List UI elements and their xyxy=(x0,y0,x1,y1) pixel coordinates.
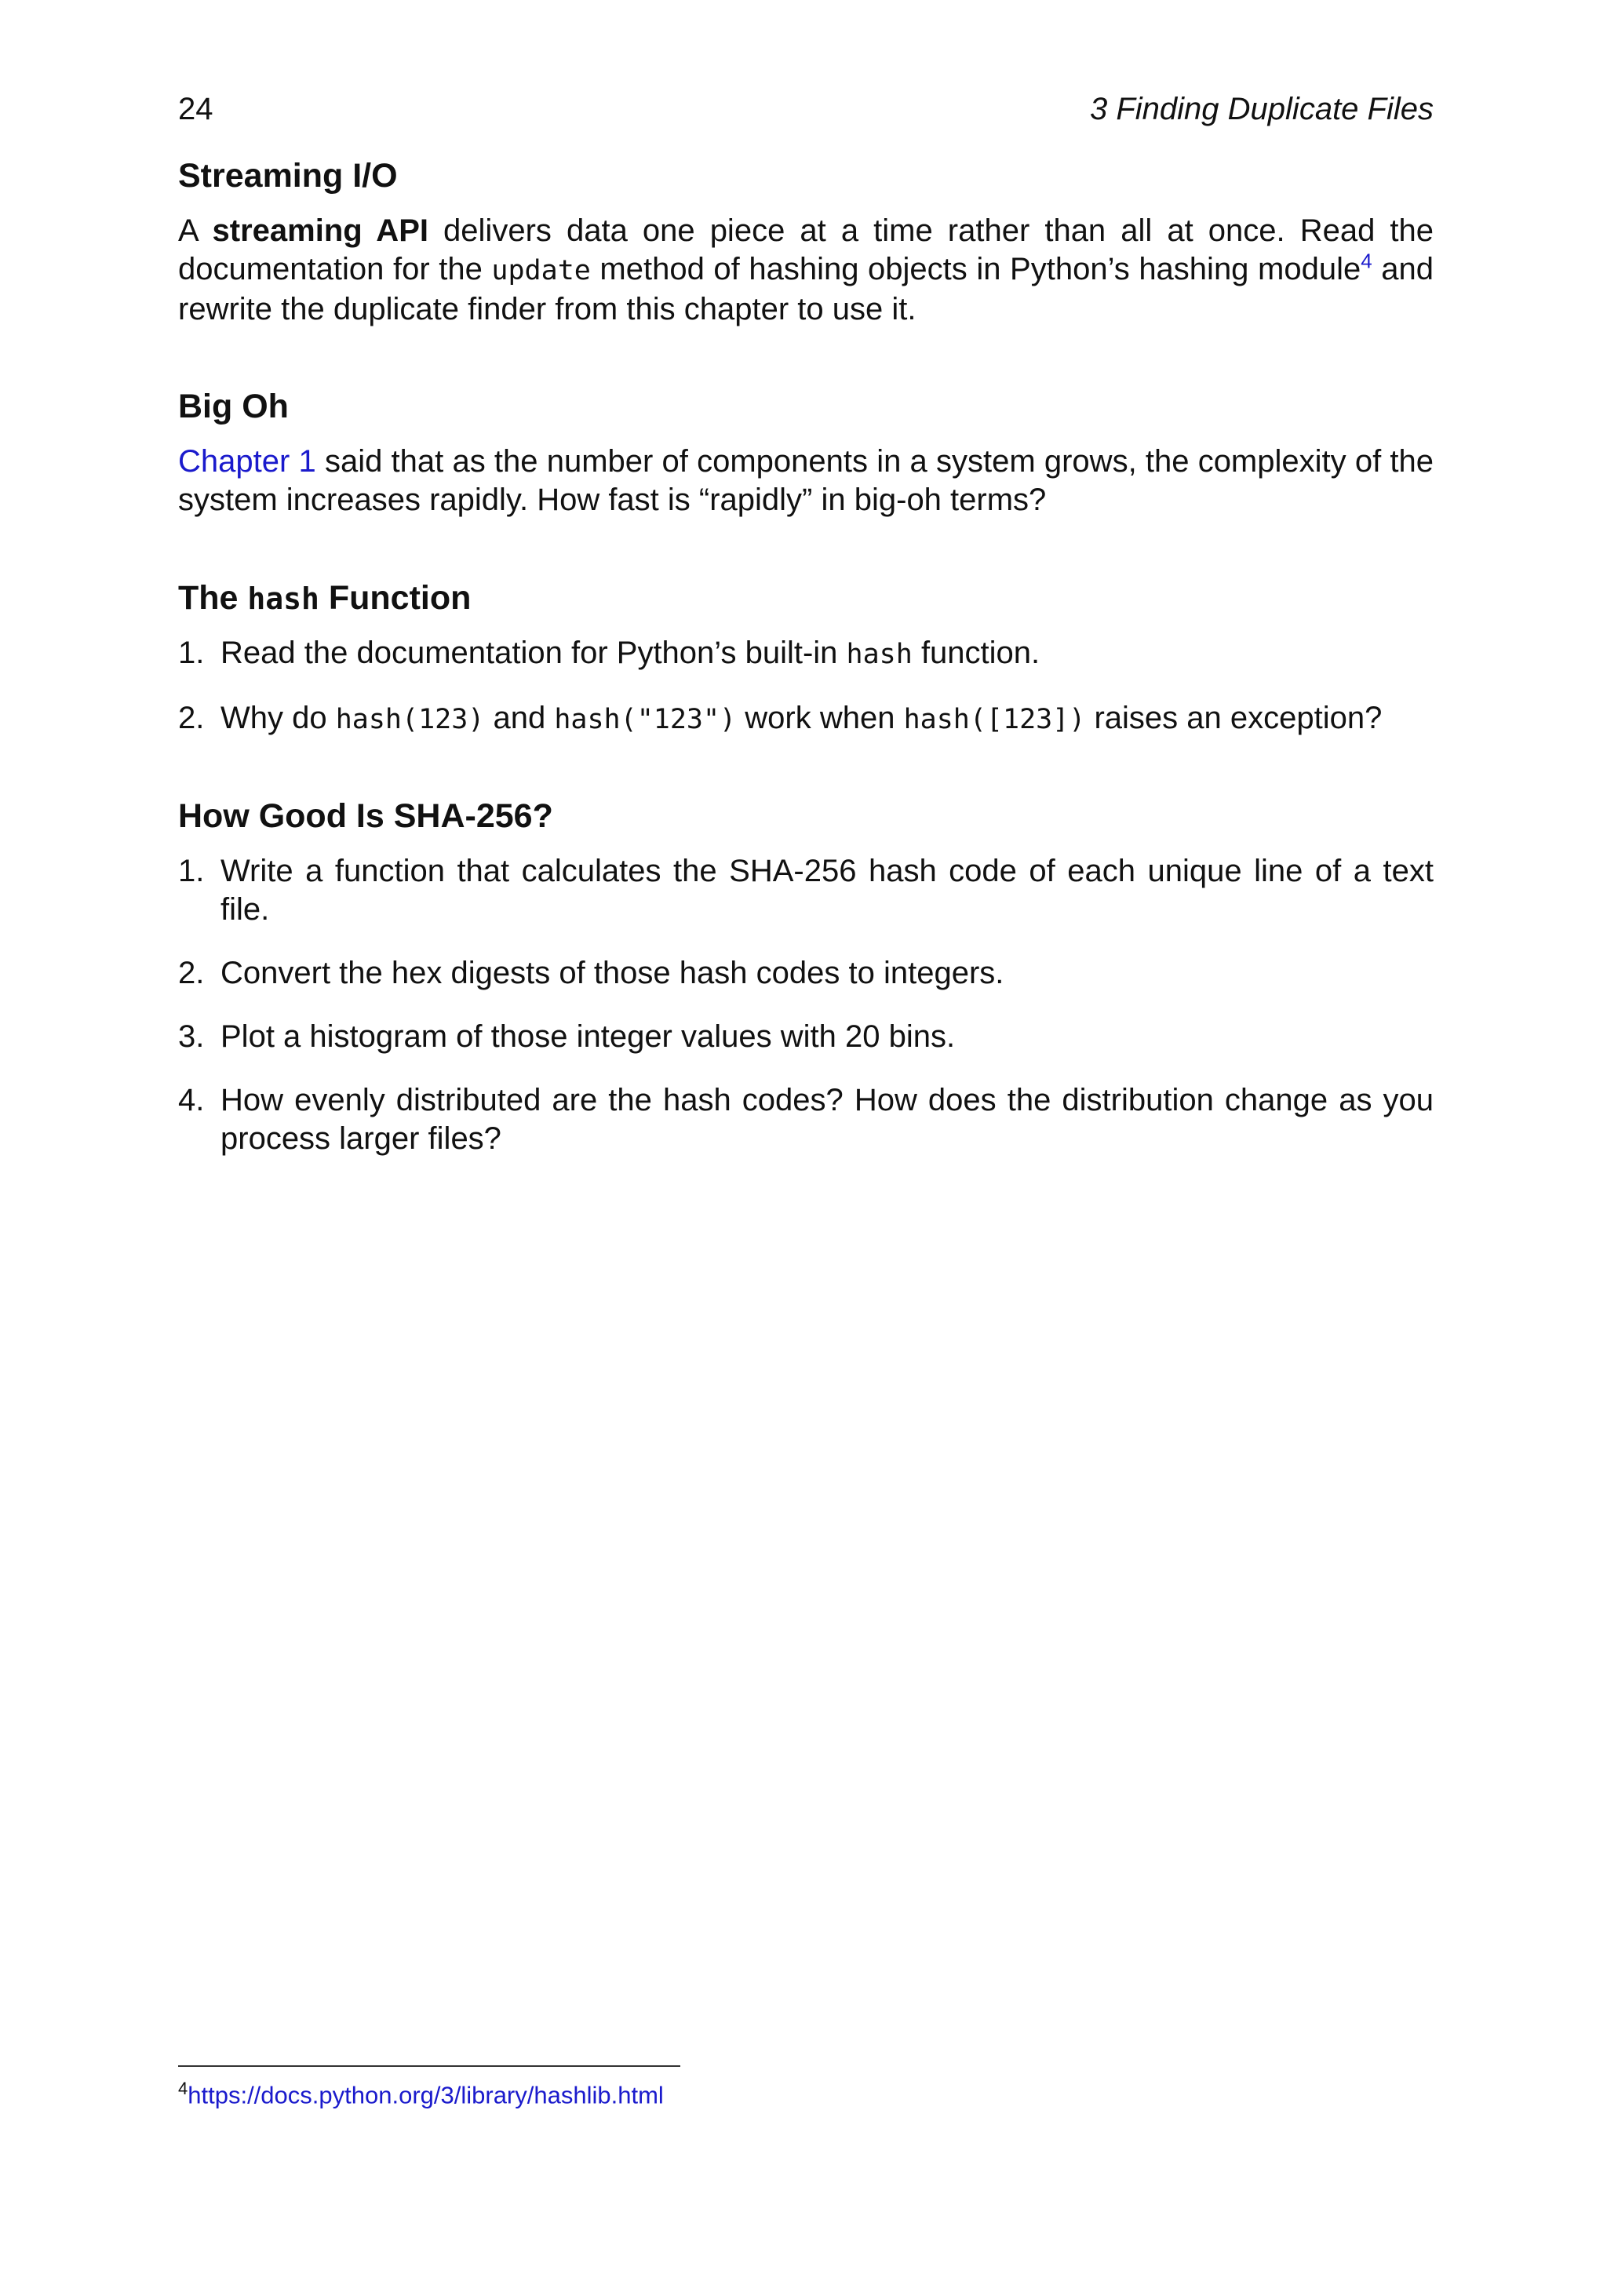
inline-code: hash("123") xyxy=(554,704,737,735)
section-heading xyxy=(178,576,1434,620)
section-heading: Big Oh xyxy=(178,388,289,425)
list-item xyxy=(178,1081,1434,1158)
running-title: 3 Finding Duplicate Files xyxy=(1090,92,1434,126)
item-text: Write a function that calculates the SHA-256 hash code of each unique line of a text file. xyxy=(220,854,1434,927)
section-hash-function xyxy=(178,576,1434,739)
inline-code: hash(123) xyxy=(335,704,485,735)
exercise-list xyxy=(178,634,1434,739)
section-paragraph xyxy=(178,212,1434,329)
text-run: raises an exception? xyxy=(1085,701,1383,735)
text-run: and xyxy=(484,701,555,735)
list-number: 4. xyxy=(178,1083,205,1117)
list-item xyxy=(178,634,1434,674)
text-run: Read the documentation for Python’s built-in xyxy=(220,636,847,670)
document-page xyxy=(178,0,1434,2296)
footnote xyxy=(178,2073,664,2111)
list-item xyxy=(178,954,1434,993)
item-text: Plot a histogram of those integer values with 20 bins. xyxy=(220,1019,956,1054)
exercise-list xyxy=(178,852,1434,1158)
section-paragraph xyxy=(178,443,1434,519)
list-number: 1. xyxy=(178,636,205,670)
text-run: Why do xyxy=(220,701,336,735)
text-run: Function xyxy=(319,579,472,617)
footnote-mark: 4 xyxy=(178,2079,188,2098)
chapter-link[interactable]: Chapter 1 xyxy=(178,444,316,479)
bold-term: streaming API xyxy=(212,213,428,248)
list-number: 3. xyxy=(178,1019,205,1054)
list-item xyxy=(178,1018,1434,1056)
section-big-oh xyxy=(178,384,1434,519)
text-run: function. xyxy=(912,636,1040,670)
footnote-divider xyxy=(178,2065,680,2067)
item-text: Convert the hex digests of those hash codes to integers. xyxy=(220,956,1004,990)
section-heading: How Good Is SHA-256? xyxy=(178,797,553,835)
section-heading: Streaming I/O xyxy=(178,157,398,195)
list-number: 2. xyxy=(178,956,205,990)
list-item xyxy=(178,699,1434,739)
text-run: said that as the number of components in a system grows, the complexity of the system increases rapidly. How fast is “rapidly” in big-oh terms? xyxy=(178,444,1434,517)
inline-code: hash xyxy=(846,639,913,670)
inline-code: hash([123]) xyxy=(903,704,1086,735)
footnote-reference[interactable]: 4 xyxy=(1361,249,1372,273)
text-run: A xyxy=(178,213,213,248)
section-streaming-io xyxy=(178,154,1434,329)
text-run: work when xyxy=(736,701,904,735)
text-run: and rewrite the duplicate finder from this chapter to use it. xyxy=(178,252,1434,326)
running-header xyxy=(178,88,1434,130)
section-sha-256 xyxy=(178,794,1434,1158)
inline-code: update xyxy=(491,255,591,286)
list-number: 2. xyxy=(178,701,205,735)
text-run: method of hashing objects in Python’s hashing module xyxy=(590,252,1361,286)
text-run: delivers data one piece at a time rather than all at once. Read the documentation for the xyxy=(178,213,1434,286)
text-run: The xyxy=(178,579,248,617)
list-number: 1. xyxy=(178,854,205,888)
footnote-url-link[interactable]: https://docs.python.org/3/library/hashlib.html xyxy=(188,2081,664,2109)
item-text: How evenly distributed are the hash codes? How does the distribution change as you process larger files? xyxy=(220,1083,1434,1156)
page-number: 24 xyxy=(178,92,213,126)
list-item xyxy=(178,852,1434,929)
inline-code: hash xyxy=(247,581,319,616)
